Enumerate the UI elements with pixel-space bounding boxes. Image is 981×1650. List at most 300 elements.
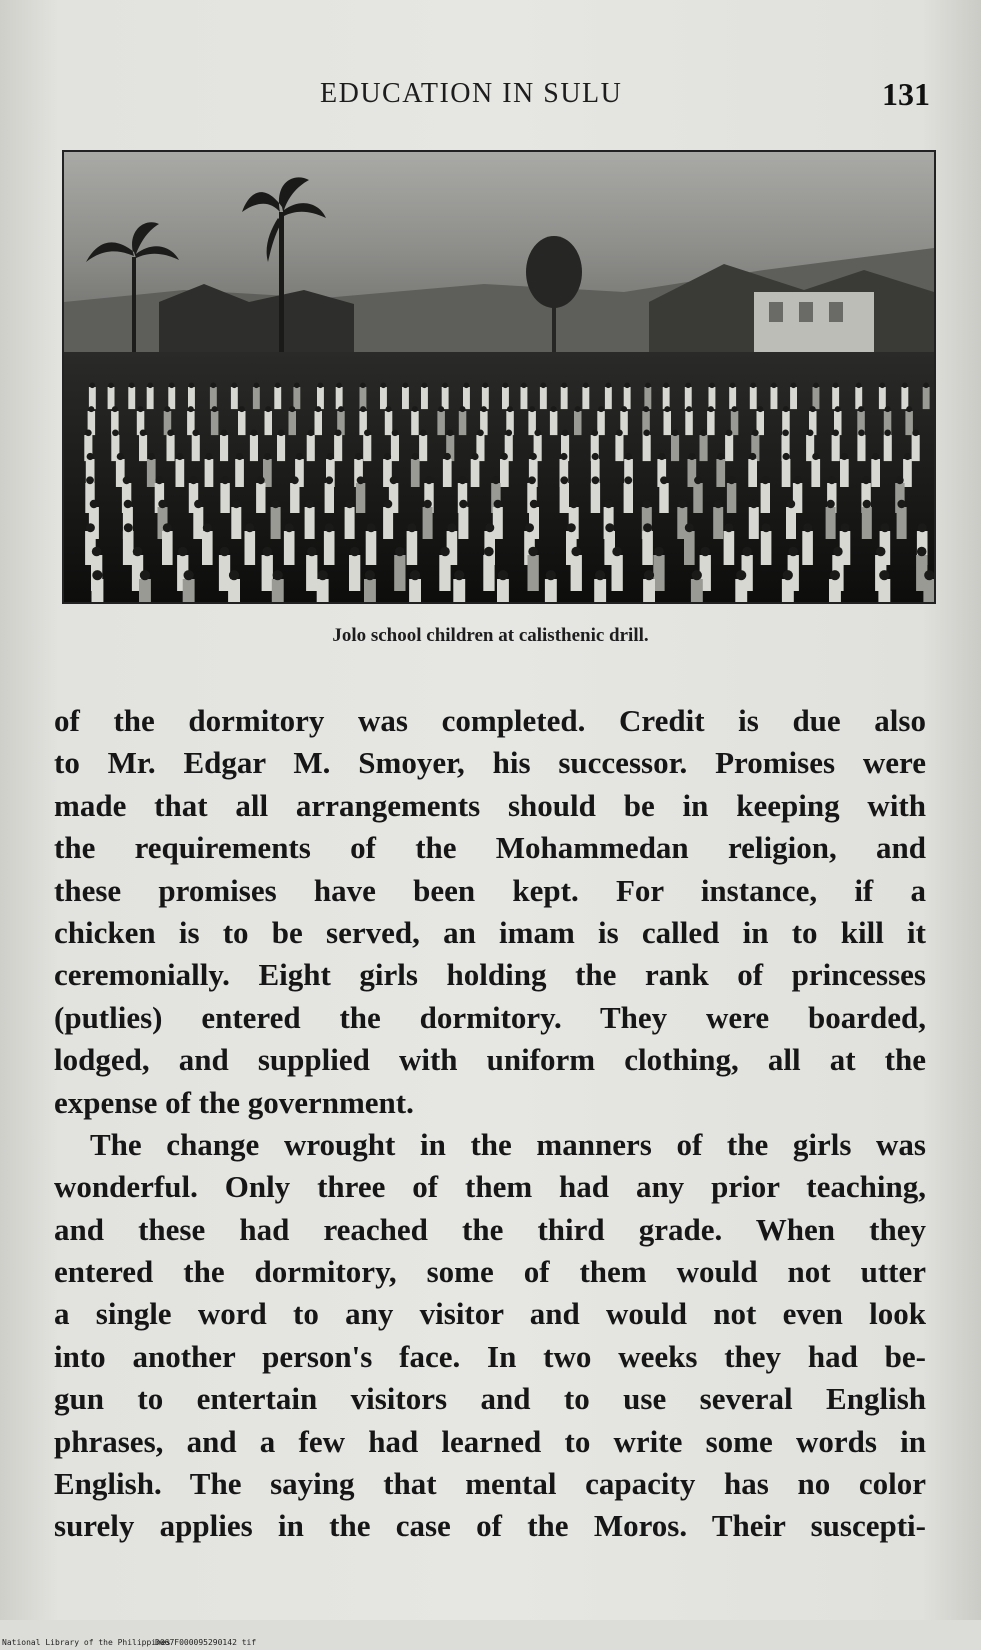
child-figure	[561, 387, 568, 409]
text-line: surely applies in the case of the Moros. Their suscepti-	[54, 1508, 926, 1544]
child-figure	[497, 579, 509, 602]
text-line: of the dormitory was completed. Credit is due also	[54, 703, 926, 738]
child-head	[86, 523, 95, 532]
child-figure	[231, 387, 238, 409]
child-figure	[594, 579, 606, 602]
child-head	[167, 430, 174, 437]
child-figure	[262, 555, 273, 591]
child-head	[412, 453, 419, 460]
child-head	[685, 523, 694, 532]
child-head	[492, 476, 500, 484]
child-head	[663, 383, 669, 389]
child-figure	[385, 411, 393, 435]
child-head	[592, 453, 599, 460]
child-head	[503, 383, 509, 389]
child-head	[880, 383, 886, 389]
child-head	[440, 547, 450, 557]
child-head	[444, 453, 451, 460]
child-figure	[905, 411, 913, 435]
child-head	[188, 406, 194, 412]
child-figure	[139, 435, 147, 461]
child-figure	[713, 507, 723, 539]
child-figure	[139, 579, 151, 602]
child-head	[350, 547, 360, 557]
child-figure	[811, 459, 820, 487]
child-head	[367, 523, 376, 532]
child-figure	[421, 387, 428, 409]
child-figure	[761, 531, 772, 565]
child-head	[660, 476, 668, 484]
child-figure	[305, 507, 315, 539]
child-head	[678, 500, 686, 508]
child-head	[460, 406, 466, 412]
child-figure	[290, 483, 299, 513]
child-head	[757, 406, 763, 412]
child-figure	[411, 459, 420, 487]
child-figure	[643, 579, 655, 602]
child-figure	[471, 459, 480, 487]
child-figure	[871, 459, 880, 487]
child-figure	[289, 411, 297, 435]
child-figure	[878, 579, 890, 602]
library-credit: National Library of the Philippines	[2, 1638, 171, 1647]
child-head	[717, 453, 724, 460]
child-head	[507, 406, 513, 412]
child-figure	[253, 387, 260, 409]
child-figure	[897, 507, 907, 539]
child-figure	[263, 459, 272, 487]
child-figure	[826, 507, 836, 539]
body-text	[54, 700, 926, 1548]
child-head	[264, 453, 271, 460]
child-head	[841, 453, 848, 460]
child-head	[307, 547, 317, 557]
child-figure	[700, 435, 708, 461]
child-figure	[147, 459, 156, 487]
child-head	[355, 453, 362, 460]
child-head	[327, 453, 334, 460]
child-head	[407, 523, 416, 532]
child-head	[884, 430, 891, 437]
child-head	[485, 523, 494, 532]
child-head	[551, 406, 557, 412]
child-figure	[324, 531, 335, 565]
child-head	[392, 430, 399, 437]
child-head	[858, 406, 864, 412]
child-head	[803, 523, 812, 532]
child-head	[592, 430, 599, 437]
child-figure	[419, 435, 427, 461]
child-head	[386, 406, 392, 412]
child-head	[262, 547, 272, 557]
child-figure	[884, 435, 892, 461]
child-head	[318, 570, 328, 580]
child-head	[906, 406, 912, 412]
child-head	[236, 453, 243, 460]
child-head	[621, 406, 627, 412]
child-head	[471, 453, 478, 460]
child-head	[92, 547, 102, 557]
child-head	[192, 430, 199, 437]
child-head	[123, 476, 131, 484]
child-head	[335, 430, 342, 437]
child-head	[381, 383, 387, 389]
child-figure	[691, 579, 703, 602]
child-head	[583, 383, 589, 389]
child-figure	[147, 387, 154, 409]
child-figure	[356, 483, 365, 513]
child-figure	[306, 555, 317, 591]
child-head	[481, 406, 487, 412]
child-head	[810, 406, 816, 412]
child-head	[390, 476, 398, 484]
child-head	[571, 547, 581, 557]
child-head	[604, 500, 612, 508]
child-head	[365, 570, 375, 580]
child-figure	[411, 411, 419, 435]
child-head	[529, 406, 535, 412]
child-head	[425, 476, 433, 484]
child-figure	[192, 435, 200, 461]
child-head	[364, 430, 371, 437]
child-head	[325, 523, 334, 532]
child-figure	[442, 387, 449, 409]
child-head	[534, 430, 541, 437]
child-figure	[483, 555, 494, 591]
child-head	[624, 383, 630, 389]
child-head	[360, 383, 366, 389]
child-figure	[443, 459, 452, 487]
child-head	[85, 430, 92, 437]
child-figure	[840, 459, 849, 487]
child-head	[560, 453, 567, 460]
child-head	[880, 523, 889, 532]
child-head	[265, 406, 271, 412]
child-head	[567, 523, 576, 532]
child-figure	[394, 555, 405, 591]
child-head	[254, 383, 260, 389]
child-head	[612, 547, 622, 557]
child-head	[483, 383, 489, 389]
child-figure	[502, 387, 509, 409]
child-head	[562, 430, 569, 437]
child-figure	[188, 387, 195, 409]
child-head	[832, 430, 839, 437]
child-head	[794, 476, 802, 484]
child-figure	[250, 435, 258, 461]
child-figure	[220, 435, 228, 461]
child-figure	[210, 387, 217, 409]
child-head	[736, 570, 746, 580]
child-head	[221, 430, 228, 437]
child-head	[338, 406, 344, 412]
scan-file-id: D067F000095290142 tif	[155, 1638, 257, 1647]
child-figure	[482, 387, 489, 409]
child-figure	[597, 411, 605, 435]
child-head	[923, 383, 929, 389]
child-head	[625, 453, 632, 460]
child-figure	[407, 531, 418, 565]
child-head	[305, 500, 313, 508]
child-head	[530, 453, 537, 460]
child-head	[528, 476, 536, 484]
child-figure	[644, 387, 651, 409]
child-figure	[688, 459, 697, 487]
text-line: wonderful. Only three of them had any prior teaching,	[54, 1169, 926, 1205]
child-head	[124, 523, 133, 532]
child-head	[245, 523, 254, 532]
child-head	[912, 430, 919, 437]
child-head	[897, 500, 905, 508]
child-figure	[423, 507, 433, 539]
child-head	[442, 383, 448, 389]
child-head	[278, 430, 285, 437]
child-head	[833, 383, 839, 389]
child-figure	[176, 459, 185, 487]
child-head	[484, 547, 494, 557]
child-head	[239, 406, 245, 412]
child-figure	[116, 459, 125, 487]
child-head	[184, 570, 194, 580]
child-head	[205, 453, 212, 460]
child-figure	[782, 579, 794, 602]
child-figure	[724, 531, 735, 565]
child-head	[918, 523, 927, 532]
child-figure	[727, 483, 736, 513]
child-head	[336, 383, 342, 389]
child-figure	[685, 387, 692, 409]
child-figure	[912, 435, 920, 461]
child-figure	[256, 483, 265, 513]
child-figure	[205, 459, 214, 487]
child-head	[447, 430, 454, 437]
text-line: phrases, and a few had learned to write some words in	[54, 1423, 926, 1459]
child-head	[732, 406, 738, 412]
child-head	[575, 406, 581, 412]
child-head	[643, 500, 651, 508]
child-head	[828, 476, 836, 484]
child-head	[592, 476, 600, 484]
calisthenics-photograph	[64, 152, 934, 602]
child-figure	[391, 435, 399, 461]
child-figure	[832, 387, 839, 409]
child-head	[885, 406, 891, 412]
child-head	[658, 453, 665, 460]
child-head	[528, 547, 538, 557]
child-figure	[265, 411, 273, 435]
child-head	[570, 500, 578, 508]
child-figure	[364, 579, 376, 602]
child-head	[862, 476, 870, 484]
text-line: chicken is to be served, an imam is called in to kill it	[54, 914, 926, 950]
child-head	[643, 406, 649, 412]
child-figure	[716, 459, 725, 487]
child-head	[595, 570, 605, 580]
scan-footer	[0, 1638, 981, 1650]
child-head	[229, 570, 239, 580]
child-head	[124, 500, 132, 508]
child-head	[771, 383, 777, 389]
child-head	[117, 453, 124, 460]
child-head	[879, 570, 889, 580]
child-head	[728, 476, 736, 484]
child-figure	[582, 387, 589, 409]
child-head	[412, 406, 418, 412]
child-head	[147, 383, 153, 389]
child-figure	[832, 435, 840, 461]
child-figure	[813, 387, 820, 409]
child-figure	[855, 387, 862, 409]
child-figure	[380, 387, 387, 409]
child-figure	[879, 387, 886, 409]
child-head	[783, 406, 789, 412]
child-figure	[284, 531, 295, 565]
child-head	[750, 383, 756, 389]
child-figure	[685, 411, 693, 435]
child-figure	[693, 483, 702, 513]
child-head	[291, 476, 299, 484]
child-head	[812, 453, 819, 460]
child-figure	[903, 459, 912, 487]
child-head	[783, 570, 793, 580]
child-head	[403, 383, 409, 389]
child-head	[902, 383, 908, 389]
child-head	[841, 523, 850, 532]
text-line: expense of the government.	[54, 1084, 414, 1120]
text-line: English. The saying that mental capacity has no color	[54, 1466, 926, 1502]
child-head	[561, 383, 567, 389]
child-figure	[521, 387, 528, 409]
child-head	[232, 383, 238, 389]
child-head	[176, 453, 183, 460]
text-line: to Mr. Edgar M. Smoyer, his successor. Promises were	[54, 745, 926, 781]
child-figure	[336, 387, 343, 409]
child-figure	[782, 459, 791, 487]
child-head	[90, 500, 98, 508]
child-head	[203, 523, 212, 532]
text-line: into another person's face. In two weeks they had be-	[54, 1338, 926, 1374]
child-head	[296, 453, 303, 460]
child-figure	[790, 387, 797, 409]
child-figure	[211, 411, 219, 435]
child-figure	[317, 387, 324, 409]
child-head	[275, 383, 281, 389]
child-head	[700, 430, 707, 437]
child-head	[211, 383, 217, 389]
figure-caption: Jolo school children at calisthenic drill.	[332, 625, 649, 646]
child-head	[289, 406, 295, 412]
child-head	[521, 383, 527, 389]
child-figure	[545, 579, 557, 602]
child-figure	[729, 387, 736, 409]
child-figure	[612, 555, 623, 591]
child-figure	[349, 555, 360, 591]
child-head	[856, 383, 862, 389]
child-figure	[409, 579, 421, 602]
child-head	[454, 570, 464, 580]
child-figure	[317, 579, 329, 602]
child-head	[384, 500, 392, 508]
child-head	[189, 383, 195, 389]
child-head	[530, 500, 538, 508]
child-figure	[437, 411, 445, 435]
child-figure	[463, 387, 470, 409]
child-figure	[725, 435, 733, 461]
child-head	[872, 453, 879, 460]
child-figure	[345, 507, 355, 539]
child-figure	[272, 579, 284, 602]
child-figure	[786, 507, 796, 539]
child-head	[605, 523, 614, 532]
child-head	[86, 476, 94, 484]
text-line: entered the dormitory, some of them would not utter	[54, 1254, 926, 1290]
text-line: made that all arrangements should be in keeping with	[54, 787, 926, 823]
child-head	[541, 383, 547, 389]
child-head	[285, 523, 294, 532]
child-head	[88, 406, 94, 412]
child-head	[357, 476, 365, 484]
child-head	[742, 547, 752, 557]
child-figure	[749, 507, 759, 539]
child-head	[598, 406, 604, 412]
child-figure	[231, 507, 241, 539]
child-head	[315, 406, 321, 412]
child-figure	[168, 387, 175, 409]
child-figure	[458, 507, 468, 539]
child-head	[896, 476, 904, 484]
child-head	[904, 453, 911, 460]
child-head	[318, 383, 324, 389]
child-figure	[735, 579, 747, 602]
child-head	[783, 453, 790, 460]
child-head	[788, 547, 798, 557]
child-figure	[802, 531, 813, 565]
child-figure	[277, 435, 285, 461]
child-head	[325, 476, 333, 484]
child-head	[830, 570, 840, 580]
child-figure	[453, 579, 465, 602]
child-figure	[245, 531, 256, 565]
child-head	[694, 476, 702, 484]
child-figure	[643, 435, 651, 461]
text-line: these promises have been kept. For instance, if a	[54, 872, 926, 908]
child-head	[212, 406, 218, 412]
child-figure	[315, 411, 323, 435]
child-head	[410, 570, 420, 580]
child-head	[560, 476, 568, 484]
child-figure	[363, 435, 371, 461]
child-figure	[571, 555, 582, 591]
child-head	[232, 500, 240, 508]
child-figure	[684, 531, 695, 565]
child-head	[360, 406, 366, 412]
child-figure	[671, 435, 679, 461]
child-head	[447, 523, 456, 532]
child-figure	[325, 483, 334, 513]
child-figure	[923, 387, 930, 409]
child-figure	[439, 555, 450, 591]
child-head	[158, 500, 166, 508]
child-head	[273, 570, 283, 580]
child-figure	[862, 507, 872, 539]
child-head	[686, 406, 692, 412]
child-head	[438, 406, 444, 412]
child-head	[108, 383, 114, 389]
child-head	[140, 430, 147, 437]
child-head	[498, 570, 508, 580]
child-head	[140, 570, 150, 580]
child-head	[156, 476, 164, 484]
